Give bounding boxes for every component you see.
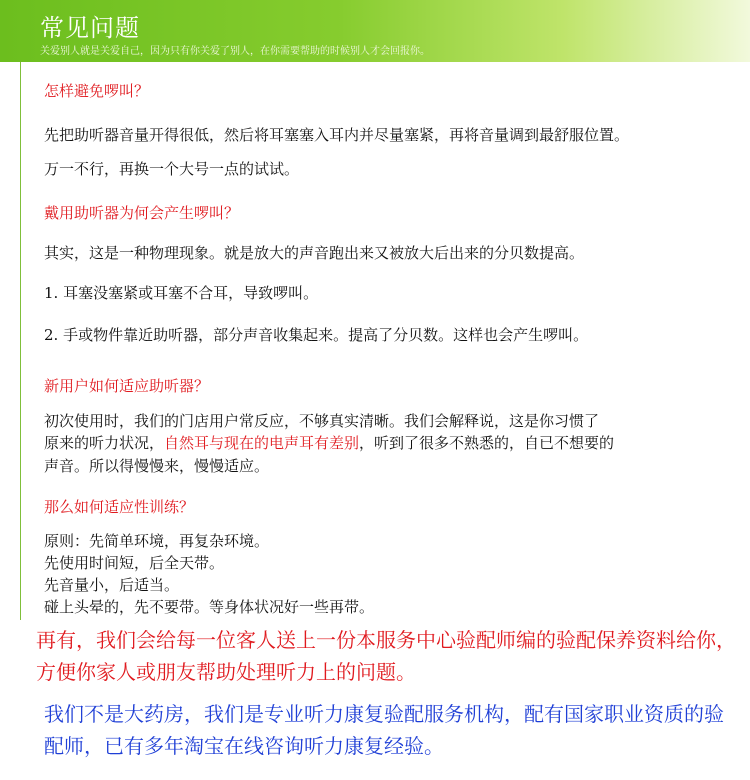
faq-answer-4-line-4: 碰上头晕的，先不要带。等身体状况好一些再带。 — [44, 598, 375, 616]
faq-answer-4-line-1: 原则：先简单环境，再复杂环境。 — [44, 532, 270, 550]
faq-question-3: 新用户如何适应助听器？ — [44, 377, 210, 395]
faq-answer-3-highlight: 自然耳与现在的电声耳有差别 — [164, 434, 360, 452]
faq-question-1: 怎样避免啰叫？ — [44, 82, 150, 100]
faq-question-2: 戴用助听器为何会产生啰叫？ — [44, 204, 240, 222]
left-divider — [20, 62, 21, 620]
page-title: 常见问题 — [40, 14, 140, 42]
faq-answer-3-line-2-post: ，听到了很多不熟悉的，自已不想要的 — [359, 434, 615, 452]
faq-answer-1-line-2: 万一不行，再换一个大号一点的试试。 — [44, 160, 300, 178]
faq-answer-4-line-2: 先使用时间短，后全天带。 — [44, 554, 225, 572]
faq-answer-2-line-2: 1. 耳塞没塞紧或耳塞不合耳，导致啰叫。 — [44, 284, 319, 302]
header-banner — [0, 0, 750, 62]
faq-answer-2-line-1: 其实，这是一种物理现象。就是放大的声音跑出来又被放大后出来的分贝数提高。 — [44, 244, 585, 262]
faq-answer-3-line-2 — [44, 432, 614, 453]
header-subtitle: 关爱别人就是关爱自己，因为只有你关爱了别人，在你需要帮助的时候别人才会回报你。 — [40, 46, 430, 57]
faq-answer-3-line-3: 声音。所以得慢慢来，慢慢适应。 — [44, 457, 270, 475]
faq-answer-4-line-3: 先音量小，后适当。 — [44, 576, 180, 594]
faq-answer-1-line-1: 先把助听器音量开得很低，然后将耳塞塞入耳内并尽量塞紧，再将音量调到最舒服位置。 — [44, 126, 630, 144]
notice-blue: 我们不是大药房，我们是专业听力康复验配服务机构，配有国家职业资质的验配师，已有多年淘宝在线咨询听力康复经验。 — [44, 702, 724, 758]
faq-answer-2-line-3: 2. 手或物件靠近助听器，部分声音收集起来。提高了分贝数。这样也会产生啰叫。 — [44, 326, 589, 344]
faq-answer-3-line-2-pre: 原来的听力状况， — [44, 434, 165, 452]
notice-red: 再有，我们会给每一位客人送上一份本服务中心验配师编的验配保养资料给你，方便你家人或朋友帮助处理听力上的问题。 — [36, 628, 736, 684]
faq-question-4: 那么如何适应性训练？ — [44, 498, 195, 516]
faq-answer-3-line-1: 初次使用时，我们的门店用户常反应，不够真实清晰。我们会解释说，这是你习惯了 — [44, 412, 600, 430]
